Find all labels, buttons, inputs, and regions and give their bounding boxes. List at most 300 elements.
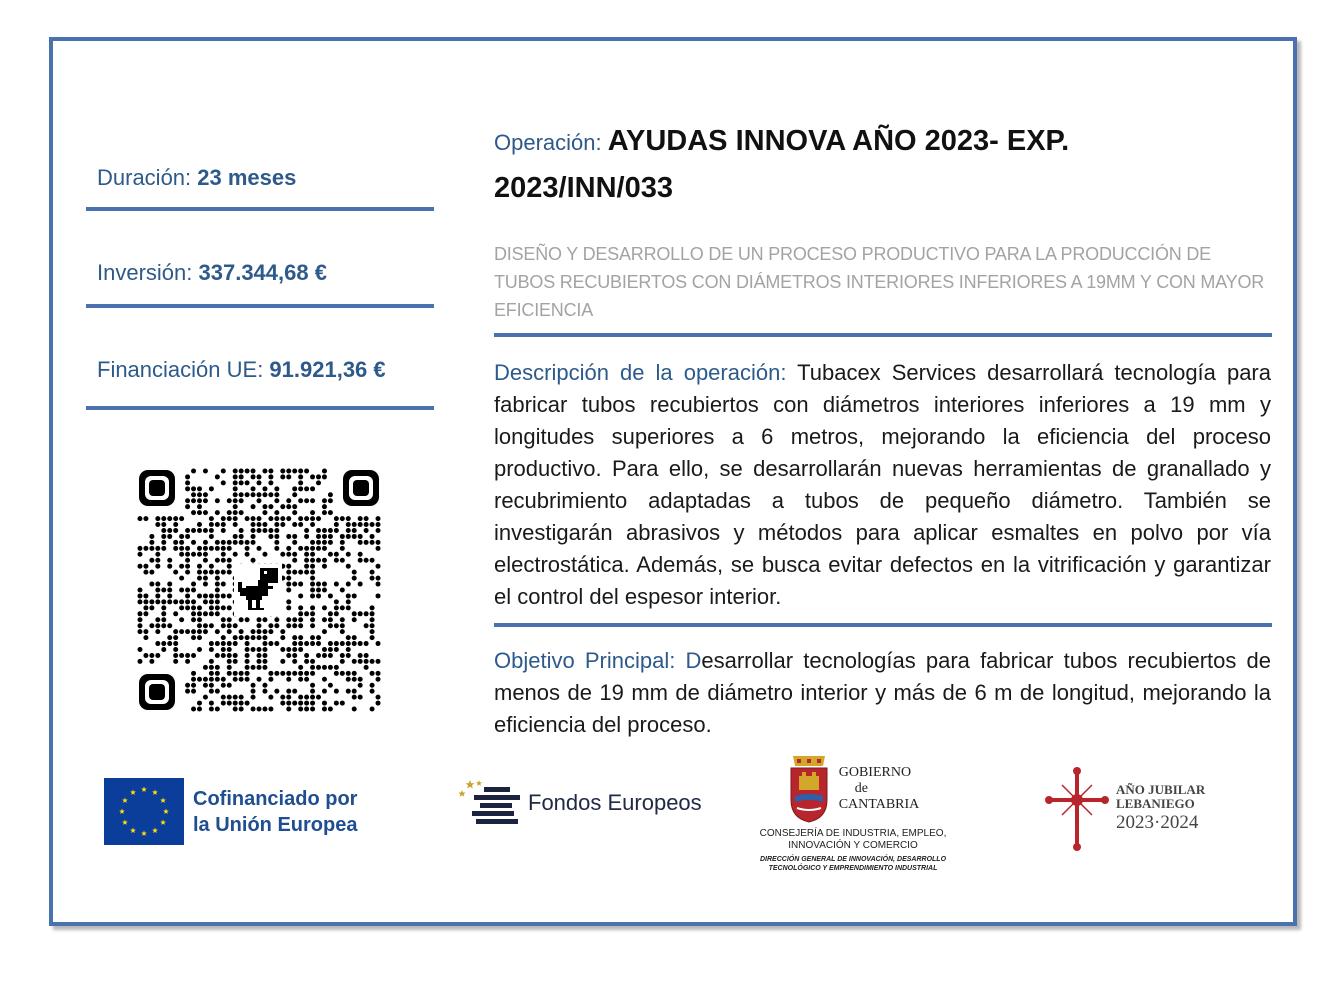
qr-dot [227,653,232,658]
qr-dot [203,576,208,581]
qr-dot [197,623,202,628]
qr-dot [197,504,202,509]
qr-dot [191,617,196,622]
qr-dot [137,599,142,604]
qr-dot [227,671,232,676]
qr-dot [191,552,196,557]
qr-dot [262,492,267,497]
qr-dot [227,695,232,700]
qr-dot [179,599,184,604]
qr-dot [316,534,321,539]
qr-dot [298,486,303,491]
qr-dot [209,611,214,616]
qr-dot [316,474,321,479]
eu-logo-line2: la Unión Europea [193,813,358,836]
qr-dot [179,546,184,551]
operation-heading [494,120,1214,214]
qr-dot [173,641,178,646]
qr-dot [298,516,303,521]
qr-dot [280,647,285,652]
qr-code[interactable] [137,468,381,712]
divider [86,207,434,211]
qr-dot [155,593,160,598]
qr-dot [233,552,238,557]
qr-dot [197,570,202,575]
qr-dot [298,617,303,622]
qr-dot [286,504,291,509]
qr-dot [155,564,160,569]
qr-dot [316,588,321,593]
qr-dot [310,593,315,598]
qr-dot [149,623,154,628]
qr-dot [167,558,172,563]
qr-dot [370,576,375,581]
qr-dot [328,510,333,515]
qr-dot [173,546,178,551]
qr-dot [292,689,297,694]
qr-dot [203,629,208,634]
qr-dot [173,599,178,604]
jubilar-years: 2023·2024 [1116,812,1199,833]
qr-dot [346,635,351,640]
qr-dot [149,570,154,575]
qr-dot [143,546,148,551]
qr-dot [209,546,214,551]
qr-dot [262,707,267,712]
qr-dot [292,504,297,509]
qr-dot [304,528,309,533]
qr-dot [155,617,160,622]
qr-dot [370,689,375,694]
qr-dot [310,641,315,646]
gobierno-cantabria-logo [758,754,948,873]
qr-dot [233,701,238,706]
qr-dot [370,605,375,610]
qr-dot [209,599,214,604]
qr-dot [197,593,202,598]
qr-dot [280,552,285,557]
qr-dot [310,707,315,712]
qr-dot [268,516,273,521]
qr-dot [161,516,166,521]
qr-dot [185,534,190,539]
qr-dot [197,528,202,533]
qr-dot [328,540,333,545]
qr-dot [376,528,381,533]
qr-dot [346,593,351,598]
qr-dot [304,570,309,575]
qr-dot [245,540,250,545]
qr-dot [316,641,321,646]
qr-dot [257,528,262,533]
qr-dot [245,516,250,521]
qr-dot [245,701,250,706]
qr-dot [203,468,208,473]
qr-dot [322,468,327,473]
consejeria-line1: CONSEJERÍA DE INDUSTRIA, EMPLEO, [759,828,947,839]
qr-dot [137,593,142,598]
qr-dot [262,504,267,509]
qr-dot [262,641,267,646]
qr-dot [251,695,256,700]
qr-dot [346,552,351,557]
qr-dot [316,558,321,563]
qr-dot [352,522,357,527]
qr-dot [185,593,190,598]
operation-label: Operación: [494,130,608,155]
qr-dot [268,707,273,712]
qr-dot [286,570,291,575]
qr-dot [191,683,196,688]
qr-dot [298,677,303,682]
qr-dot [328,707,333,712]
qr-dot [197,605,202,610]
qr-dot [167,516,172,521]
qr-dot [173,629,178,634]
qr-dot [209,605,214,610]
qr-dot [292,671,297,676]
qr-dot [310,474,315,479]
qr-dot [173,611,178,616]
qr-dot [239,671,244,676]
qr-dot [286,576,291,581]
qr-dot [257,617,262,622]
qr-dot [310,659,315,664]
qr-dot [328,641,333,646]
qr-dot [304,677,309,682]
qr-dot [215,665,220,670]
qr-dot [185,474,190,479]
qr-dot [316,593,321,598]
qr-dot [346,677,351,682]
qr-dot [203,695,208,700]
qr-dot [340,629,345,634]
qr-dot [286,534,291,539]
qr-dot [179,605,184,610]
qr-dot [143,564,148,569]
qr-dot [251,635,256,640]
qr-dot [274,492,279,497]
qr-dot [233,510,238,515]
qr-dot [364,611,369,616]
qr-dot [137,647,142,652]
qr-dot [251,707,256,712]
objective-text: esarrollar tecnologías para fabricar tubos recubiertos de menos de 19 mm de diámetro interior y más de 6 m de longitud, mejorando la eficiencia del proceso. [494,648,1271,737]
qr-dot [316,516,321,521]
qr-dot [185,552,190,557]
qr-dot [346,528,351,533]
qr-dot [316,635,321,640]
qr-dot [280,671,285,676]
qr-dot [274,510,279,515]
qr-dot [227,564,232,569]
qr-dot [376,701,381,706]
qr-dot [197,492,202,497]
qr-dot [376,540,381,545]
qr-dot [286,564,291,569]
qr-dot [227,683,232,688]
qr-dot [209,522,214,527]
qr-dot [203,552,208,557]
qr-dot [352,593,357,598]
qr-dot [280,629,285,634]
description-paragraph [494,357,1271,613]
qr-dot [203,611,208,616]
qr-dot [376,522,381,527]
qr-dot [286,653,291,658]
qr-dot [233,540,238,545]
qr-dot [280,701,285,706]
qr-dot [310,486,315,491]
qr-dot [340,605,345,610]
qr-dot [215,582,220,587]
qr-dot [298,647,303,652]
qr-dot [245,665,250,670]
qr-dot [251,534,256,539]
qr-dot [197,677,202,682]
qr-dot [161,588,166,593]
qr-dot [310,665,315,670]
qr-dot [149,653,154,658]
qr-dot [364,659,369,664]
qr-dot [376,677,381,682]
qr-dot [221,540,226,545]
qr-dot [167,635,172,640]
qr-dot [268,480,273,485]
qr-dot [227,593,232,598]
qr-dot [149,659,154,664]
operation-title: AYUDAS INNOVA AÑO 2023- EXP. 2023/INN/033 [494,125,1070,204]
qr-dot [257,653,262,658]
qr-dot [203,492,208,497]
qr-dot [221,641,226,646]
qr-dot [149,599,154,604]
qr-dot [328,552,333,557]
qr-dot [286,498,291,503]
qr-dot [340,641,345,646]
qr-dot [185,558,190,563]
qr-dot [286,546,291,551]
qr-dot [227,516,232,521]
qr-dot [137,552,142,557]
qr-dot [227,498,232,503]
qr-dot [209,570,214,575]
qr-dot [221,623,226,628]
divider [86,304,434,308]
qr-dot [340,653,345,658]
qr-dot [197,635,202,640]
qr-dot [221,468,226,473]
qr-dot [352,611,357,616]
qr-dot [161,605,166,610]
qr-dot [257,677,262,682]
qr-dot [137,629,142,634]
qr-dot [352,689,357,694]
qr-dot [167,593,172,598]
qr-dot [358,516,363,521]
qr-dot [137,617,142,622]
qr-dot [215,510,220,515]
qr-dot [298,546,303,551]
qr-dot [322,629,327,634]
qr-dot [221,558,226,563]
qr-dot [203,498,208,503]
qr-dot [185,486,190,491]
qr-dot [149,534,154,539]
stat-label: Financiación UE: [97,357,270,382]
qr-dot [155,623,160,628]
qr-dot [221,677,226,682]
qr-dot [334,641,339,646]
description-label: Descripción de la operación: [494,360,798,385]
qr-dot [286,582,291,587]
qr-dot [179,588,184,593]
qr-dot [233,474,238,479]
cantabria-coat-of-arms-icon [787,754,831,824]
qr-dot [215,474,220,479]
qr-dot [304,564,309,569]
qr-dot [268,695,273,700]
qr-dot [209,516,214,521]
qr-dot [239,617,244,622]
qr-dot [239,474,244,479]
qr-dot [316,480,321,485]
qr-dot [191,671,196,676]
qr-dot [328,593,333,598]
stat-value: 23 meses [197,165,297,190]
eu-flag-icon [104,778,184,845]
qr-dot [137,546,142,551]
qr-dot [221,695,226,700]
qr-dot [328,623,333,628]
qr-dot [149,546,154,551]
qr-dot [209,486,214,491]
qr-dot [304,653,309,658]
qr-dot [298,695,303,700]
qr-dot [280,695,285,700]
qr-dot [262,522,267,527]
qr-dot [215,671,220,676]
qr-dot [197,617,202,622]
qr-dot [310,701,315,706]
qr-dot [143,635,148,640]
qr-dot [310,498,315,503]
qr-dot [167,641,172,646]
qr-dot [292,701,297,706]
qr-dot [286,677,291,682]
qr-dot [334,558,339,563]
qr-dot [286,695,291,700]
qr-dot [346,671,351,676]
qr-dot [257,492,262,497]
qr-dot [155,558,160,563]
qr-dot [370,659,375,664]
qr-dot [274,641,279,646]
qr-dot [340,659,345,664]
qr-dot [328,498,333,503]
qr-dot [179,516,184,521]
qr-dot [221,516,226,521]
qr-dot [161,528,166,533]
qr-dot [227,570,232,575]
qr-dot [328,647,333,652]
qr-dot [292,659,297,664]
qr-dot [322,582,327,587]
qr-dot [251,540,256,545]
qr-dot [322,588,327,593]
qr-dot [233,707,238,712]
qr-dot [346,605,351,610]
qr-dot [322,546,327,551]
qr-dot [179,653,184,658]
qr-dot [352,617,357,622]
qr-dot [262,665,267,670]
qr-dot [292,635,297,640]
qr-dot [155,582,160,587]
qr-dot [239,695,244,700]
qr-dot [352,576,357,581]
qr-dot [203,582,208,587]
qr-dot [257,623,262,628]
qr-dot [292,540,297,545]
qr-dot [221,605,226,610]
qr-dot [185,546,190,551]
qr-dot [274,534,279,539]
qr-dot [310,683,315,688]
qr-dot [191,588,196,593]
qr-dot [155,588,160,593]
qr-dot [203,528,208,533]
qr-dot [322,677,327,682]
qr-dot [268,534,273,539]
qr-dot [191,510,196,515]
qr-dot [364,558,369,563]
qr-dot [370,629,375,634]
qr-dot [251,528,256,533]
qr-dot [227,605,232,610]
qr-dot [328,492,333,497]
qr-dot [316,665,321,670]
qr-dot [364,641,369,646]
qr-dot [376,546,381,551]
qr-dot [268,677,273,682]
qr-dot [352,707,357,712]
qr-dot [322,510,327,515]
qr-dot [161,617,166,622]
qr-dot [370,558,375,563]
qr-dot [239,707,244,712]
qr-dot [173,635,178,640]
qr-dot [370,671,375,676]
qr-dot [227,617,232,622]
consejeria-line2: INNOVACIÓN Y COMERCIO [788,840,918,851]
qr-dot [286,468,291,473]
qr-dot [215,599,220,604]
qr-dot [322,653,327,658]
qr-dot [161,641,166,646]
gobierno-text: GOBIERNO [838,765,912,780]
qr-dot [292,623,297,628]
stat-value: 337.344,68 € [198,260,327,285]
qr-dot [358,534,363,539]
qr-dot [304,558,309,563]
qr-dot [251,629,256,634]
qr-dot [298,570,303,575]
qr-dot [298,498,303,503]
qr-dot [322,540,327,545]
qr-dot [328,534,333,539]
eu-cofinanced-logo [104,778,357,845]
